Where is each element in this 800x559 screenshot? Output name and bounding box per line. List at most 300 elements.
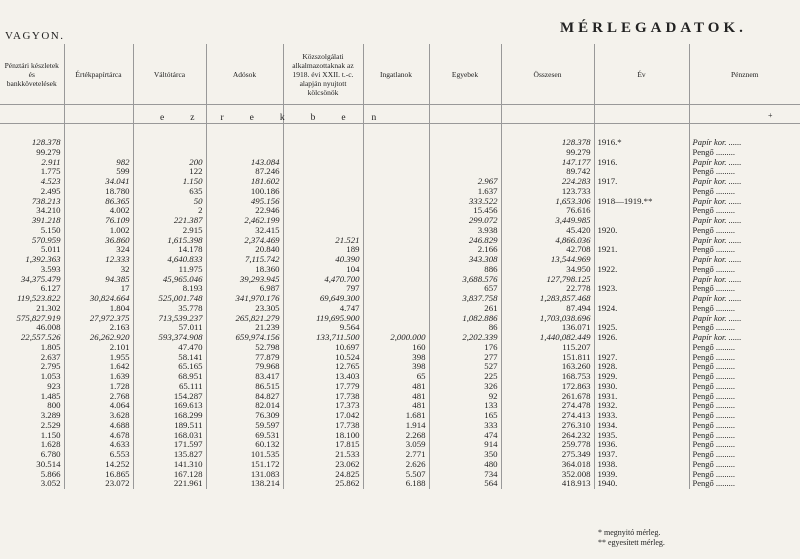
year-cell: 1920.: [594, 226, 689, 236]
realestate-cell: 2.626: [363, 460, 429, 470]
other-cell: 474: [429, 431, 501, 441]
year-cell: 1934.: [594, 421, 689, 431]
cash-cell: 3.289: [40, 411, 61, 420]
realestate-cell: [363, 275, 429, 285]
currency-cell: Pengő .........: [689, 304, 800, 314]
bills-cell: 154.287: [133, 392, 206, 402]
securities-cell: 599: [64, 167, 133, 177]
loans-cell: 17.779: [283, 382, 363, 392]
realestate-cell: 3.059: [363, 440, 429, 450]
cash-cell: 5.150: [40, 225, 61, 235]
loans-cell: [283, 158, 363, 168]
table-row: [0, 216, 800, 226]
year-cell: [594, 236, 689, 246]
bills-cell: 221.387: [133, 216, 206, 226]
table-row: [0, 284, 800, 294]
debtors-cell: 60.132: [206, 440, 283, 450]
currency-cell: Papír kor. ......: [689, 158, 800, 168]
total-cell: 274.478: [501, 401, 594, 411]
total-cell: 76.616: [501, 206, 594, 216]
header-row: [0, 44, 800, 105]
debtors-cell: 86.515: [206, 382, 283, 392]
loans-cell: 9.564: [283, 323, 363, 333]
realestate-cell: [363, 206, 429, 216]
other-cell: 176: [429, 343, 501, 353]
total-cell: 3,449.985: [501, 216, 594, 226]
bills-cell: 47.470: [133, 343, 206, 353]
bills-cell: 68.951: [133, 372, 206, 382]
year-cell: 1917.: [594, 177, 689, 187]
other-cell: 3.938: [429, 226, 501, 236]
year-cell: [594, 167, 689, 177]
realestate-cell: 481: [363, 382, 429, 392]
realestate-cell: [363, 236, 429, 246]
loans-cell: 25.862: [283, 479, 363, 489]
bills-cell: 1,615.398: [133, 236, 206, 246]
bills-cell: 1.150: [133, 177, 206, 187]
currency-cell: Pengő .........: [689, 411, 800, 421]
cash-cell: 1.485: [40, 391, 61, 401]
bills-cell: 65.165: [133, 362, 206, 372]
other-cell: [429, 148, 501, 158]
loans-cell: 21.521: [283, 236, 363, 246]
total-cell: 42.708: [501, 245, 594, 255]
realestate-cell: [363, 138, 429, 148]
table-row: [0, 343, 800, 353]
currency-cell: Pengő .........: [689, 401, 800, 411]
securities-cell: 17: [64, 284, 133, 294]
year-cell: 1923.: [594, 284, 689, 294]
bills-cell: 171.597: [133, 440, 206, 450]
debtors-cell: 20.840: [206, 245, 283, 255]
securities-cell: 1.955: [64, 353, 133, 363]
bills-cell: [133, 148, 206, 158]
cash-cell: 99.279: [36, 147, 61, 157]
table-row: [0, 314, 800, 324]
unit-letter: z: [190, 113, 195, 123]
col-header-debtors: Adósok: [206, 44, 283, 105]
currency-cell: Pengő .........: [689, 343, 800, 353]
debtors-cell: 265,821.279: [206, 314, 283, 324]
other-cell: 333: [429, 421, 501, 431]
currency-cell: Pengő .........: [689, 372, 800, 382]
loans-cell: 69,649.300: [283, 294, 363, 304]
table-row: [0, 304, 800, 314]
total-cell: 276.310: [501, 421, 594, 431]
currency-cell: Papír kor. ......: [689, 333, 800, 343]
realestate-cell: [363, 245, 429, 255]
securities-cell: 4.633: [64, 440, 133, 450]
year-cell: [594, 343, 689, 353]
loans-cell: 189: [283, 245, 363, 255]
table-row: [0, 450, 800, 460]
debtors-cell: 21.239: [206, 323, 283, 333]
securities-cell: [64, 138, 133, 148]
realestate-cell: 398: [363, 362, 429, 372]
cash-cell: 1.628: [40, 440, 61, 450]
other-cell: 15.456: [429, 206, 501, 216]
debtors-cell: [206, 138, 283, 148]
balance-table: [0, 44, 800, 489]
realestate-cell: 1.914: [363, 421, 429, 431]
year-cell: 1918—1919.**: [594, 197, 689, 207]
realestate-cell: 160: [363, 343, 429, 353]
other-cell: 1.637: [429, 187, 501, 197]
loans-cell: [283, 197, 363, 207]
securities-cell: 4.064: [64, 401, 133, 411]
col-header-realestate: Ingatlanok: [363, 44, 429, 105]
year-cell: 1926.: [594, 333, 689, 343]
unit-label: [160, 113, 402, 123]
securities-cell: 3.628: [64, 411, 133, 421]
total-cell: 127,798.125: [501, 275, 594, 285]
other-cell: [429, 167, 501, 177]
loans-cell: [283, 148, 363, 158]
debtors-cell: 131.083: [206, 470, 283, 480]
currency-cell: Pengő .........: [689, 245, 800, 255]
loans-cell: 17.738: [283, 392, 363, 402]
unit-mark: +: [768, 111, 773, 120]
bills-cell: 167.128: [133, 470, 206, 480]
debtors-cell: 2,462.199: [206, 216, 283, 226]
cash-cell: 1.150: [40, 430, 61, 440]
bills-cell: 35.778: [133, 304, 206, 314]
cash-cell: 46.008: [36, 323, 61, 333]
securities-cell: 94.385: [64, 275, 133, 285]
currency-cell: Papír kor. ......: [689, 216, 800, 226]
realestate-cell: [363, 294, 429, 304]
currency-cell: Papír kor. ......: [689, 294, 800, 304]
realestate-cell: 398: [363, 353, 429, 363]
unit-letter: e: [160, 113, 165, 123]
debtors-cell: 83.417: [206, 372, 283, 382]
securities-cell: 27,972.375: [64, 314, 133, 324]
table-row: [0, 382, 800, 392]
year-cell: [594, 187, 689, 197]
realestate-cell: [363, 284, 429, 294]
bills-cell: 2.915: [133, 226, 206, 236]
loans-cell: [283, 138, 363, 148]
year-cell: 1929.: [594, 372, 689, 382]
year-cell: 1940.: [594, 479, 689, 489]
bills-cell: 169.613: [133, 401, 206, 411]
other-cell: 277: [429, 353, 501, 363]
currency-cell: Pengő .........: [689, 450, 800, 460]
debtors-cell: 143.084: [206, 158, 283, 168]
debtors-cell: 79.968: [206, 362, 283, 372]
bills-cell: 50: [133, 197, 206, 207]
debtors-cell: 2,374.469: [206, 236, 283, 246]
debtors-cell: 87.246: [206, 167, 283, 177]
year-cell: [594, 255, 689, 265]
currency-cell: Papír kor. ......: [689, 197, 800, 207]
total-cell: 115.207: [501, 343, 594, 353]
total-cell: 352.008: [501, 470, 594, 480]
securities-cell: 30,824.664: [64, 294, 133, 304]
col-header-bills: Váltótárca: [133, 44, 206, 105]
other-cell: 133: [429, 401, 501, 411]
loans-cell: 12.765: [283, 362, 363, 372]
table-row: [0, 255, 800, 265]
year-cell: [594, 148, 689, 158]
securities-cell: 324: [64, 245, 133, 255]
cash-cell: 1.775: [40, 167, 61, 177]
table-row: [0, 353, 800, 363]
total-cell: 1,653.306: [501, 197, 594, 207]
other-cell: 2.166: [429, 245, 501, 255]
bills-cell: 168.031: [133, 431, 206, 441]
year-cell: [594, 275, 689, 285]
bills-cell: 135.827: [133, 450, 206, 460]
bills-cell: 713,539.237: [133, 314, 206, 324]
realestate-cell: [363, 255, 429, 265]
table-row: [0, 245, 800, 255]
cash-cell: 34.210: [36, 206, 61, 216]
unit-letter: b: [310, 113, 316, 123]
debtors-cell: 100.186: [206, 187, 283, 197]
loans-cell: 13.403: [283, 372, 363, 382]
cash-cell: 4.523: [40, 177, 61, 186]
total-cell: 1,440,082.449: [501, 333, 594, 343]
year-cell: 1936.: [594, 440, 689, 450]
year-cell: 1921.: [594, 245, 689, 255]
total-cell: 89.742: [501, 167, 594, 177]
bills-cell: 8.193: [133, 284, 206, 294]
total-cell: 1,703,038.696: [501, 314, 594, 324]
cash-cell: 6.780: [40, 450, 61, 459]
bills-cell: 11.975: [133, 265, 206, 275]
bills-cell: 200: [133, 158, 206, 168]
table-row: [0, 401, 800, 411]
currency-cell: Pengő .........: [689, 187, 800, 197]
table-body: [0, 124, 800, 490]
currency-cell: Pengő .........: [689, 479, 800, 489]
bills-cell: 168.299: [133, 411, 206, 421]
securities-cell: 36.860: [64, 236, 133, 246]
cash-cell: 2.529: [40, 420, 61, 430]
other-cell: 734: [429, 470, 501, 480]
table-row: [0, 470, 800, 480]
unit-letter: k: [279, 113, 285, 123]
cash-cell: 21.302: [36, 303, 61, 313]
bills-cell: 122: [133, 167, 206, 177]
cash-cell: 2.795: [40, 362, 61, 372]
year-cell: 1922.: [594, 265, 689, 275]
other-cell: 225: [429, 372, 501, 382]
loans-cell: 18.100: [283, 431, 363, 441]
realestate-cell: [363, 197, 429, 207]
cash-cell: 22,557.526: [20, 333, 61, 342]
loans-cell: 21.533: [283, 450, 363, 460]
securities-cell: 16.865: [64, 470, 133, 480]
year-cell: 1932.: [594, 401, 689, 411]
securities-cell: 2.163: [64, 323, 133, 333]
total-cell: 147.177: [501, 158, 594, 168]
currency-cell: Papír kor. ......: [689, 177, 800, 187]
realestate-cell: [363, 265, 429, 275]
debtors-cell: 69.531: [206, 431, 283, 441]
bills-cell: 58.141: [133, 353, 206, 363]
bills-cell: 14.178: [133, 245, 206, 255]
year-cell: 1928.: [594, 362, 689, 372]
unit-letter: e: [341, 113, 346, 123]
other-cell: [429, 138, 501, 148]
table-row: [0, 226, 800, 236]
cash-cell: 5.011: [41, 245, 61, 255]
bills-cell: 593,374.908: [133, 333, 206, 343]
securities-cell: 1.642: [64, 362, 133, 372]
spacer-row: [0, 124, 800, 139]
currency-cell: Pengő .........: [689, 470, 800, 480]
total-cell: 364.018: [501, 460, 594, 470]
debtors-cell: 76.309: [206, 411, 283, 421]
cash-cell: 2.911: [41, 157, 61, 167]
bills-cell: 635: [133, 187, 206, 197]
bills-cell: 2: [133, 206, 206, 216]
year-cell: 1933.: [594, 411, 689, 421]
other-cell: 343.308: [429, 255, 501, 265]
debtors-cell: 39,293.945: [206, 275, 283, 285]
cash-cell: 1.053: [40, 372, 61, 381]
currency-cell: Pengő .........: [689, 323, 800, 333]
other-cell: 657: [429, 284, 501, 294]
table-row: [0, 411, 800, 421]
currency-cell: Papír kor. ......: [689, 138, 800, 148]
debtors-cell: 77.879: [206, 353, 283, 363]
other-cell: 1,082.886: [429, 314, 501, 324]
year-cell: 1924.: [594, 304, 689, 314]
loans-cell: 10.524: [283, 353, 363, 363]
cash-cell: 570.959: [31, 235, 61, 245]
year-cell: [594, 216, 689, 226]
currency-cell: Pengő .........: [689, 226, 800, 236]
realestate-cell: [363, 187, 429, 197]
total-cell: 13,544.969: [501, 255, 594, 265]
bills-cell: 45,965.046: [133, 275, 206, 285]
cash-cell: 3.593: [40, 264, 61, 274]
realestate-cell: 2.771: [363, 450, 429, 460]
total-cell: 123.733: [501, 187, 594, 197]
debtors-cell: 138.214: [206, 479, 283, 489]
other-cell: 480: [429, 460, 501, 470]
year-cell: 1937.: [594, 450, 689, 460]
debtors-cell: 7,115.742: [206, 255, 283, 265]
realestate-cell: [363, 226, 429, 236]
other-cell: 564: [429, 479, 501, 489]
debtors-cell: [206, 148, 283, 158]
realestate-cell: 481: [363, 401, 429, 411]
realestate-cell: 2,000.000: [363, 333, 429, 343]
other-cell: 886: [429, 265, 501, 275]
table-row: [0, 187, 800, 197]
total-cell: 45.420: [501, 226, 594, 236]
securities-cell: 32: [64, 265, 133, 275]
total-cell: 274.413: [501, 411, 594, 421]
securities-cell: 76.109: [64, 216, 133, 226]
total-cell: 22.778: [501, 284, 594, 294]
cash-cell: 391.218: [31, 216, 61, 225]
bills-cell: 4,640.833: [133, 255, 206, 265]
loans-cell: 17.815: [283, 440, 363, 450]
realestate-cell: [363, 158, 429, 168]
footnote: * megnyitó mérleg.: [598, 528, 661, 537]
cash-cell: 2.495: [40, 186, 61, 196]
page-title: MÉRLEGADATOK.: [560, 20, 747, 36]
debtors-cell: 52.798: [206, 343, 283, 353]
table-row: [0, 460, 800, 470]
loans-cell: 4,470.700: [283, 275, 363, 285]
securities-cell: 34.041: [64, 177, 133, 187]
total-cell: 418.913: [501, 479, 594, 489]
total-cell: 261.678: [501, 392, 594, 402]
debtors-cell: 6.987: [206, 284, 283, 294]
table-row: [0, 440, 800, 450]
total-cell: 128.378: [501, 138, 594, 148]
loans-cell: 40.390: [283, 255, 363, 265]
other-cell: [429, 158, 501, 168]
cash-cell: 30.514: [36, 459, 61, 469]
debtors-cell: 32.415: [206, 226, 283, 236]
table-row: [0, 197, 800, 207]
col-header-securities: Értékpapírtárca: [64, 44, 133, 105]
other-cell: 3,688.576: [429, 275, 501, 285]
other-cell: 86: [429, 323, 501, 333]
table-row: [0, 362, 800, 372]
debtors-cell: 181.602: [206, 177, 283, 187]
unit-letter: r: [220, 113, 224, 123]
table-row: [0, 333, 800, 343]
total-cell: 168.753: [501, 372, 594, 382]
year-cell: 1939.: [594, 470, 689, 480]
total-cell: 87.494: [501, 304, 594, 314]
loans-cell: 17.042: [283, 411, 363, 421]
securities-cell: 1.728: [64, 382, 133, 392]
securities-cell: 26,262.920: [64, 333, 133, 343]
currency-cell: Papír kor. ......: [689, 275, 800, 285]
debtors-cell: 659,974.156: [206, 333, 283, 343]
loans-cell: 119,695.900: [283, 314, 363, 324]
total-cell: 99.279: [501, 148, 594, 158]
debtors-cell: 84.827: [206, 392, 283, 402]
currency-cell: Pengő .........: [689, 362, 800, 372]
loans-cell: 4.747: [283, 304, 363, 314]
cash-cell: 1.805: [40, 342, 61, 352]
currency-cell: Pengő .........: [689, 148, 800, 158]
cash-cell: 2.637: [40, 352, 61, 362]
year-cell: [594, 314, 689, 324]
footnote: ** egyesített mérleg.: [598, 538, 665, 547]
realestate-cell: [363, 314, 429, 324]
securities-cell: 86.365: [64, 197, 133, 207]
securities-cell: 982: [64, 158, 133, 168]
total-cell: 224.283: [501, 177, 594, 187]
other-cell: 2,202.339: [429, 333, 501, 343]
debtors-cell: 341,970.176: [206, 294, 283, 304]
col-header-loans: Közszolgálati alkalmazottaknak az 1918. évi XXII. t.-c. alapján nyujtott kölcsönök: [283, 44, 363, 105]
other-cell: 326: [429, 382, 501, 392]
realestate-cell: [363, 148, 429, 158]
table-row: [0, 294, 800, 304]
loans-cell: 797: [283, 284, 363, 294]
total-cell: 151.811: [501, 353, 594, 363]
realestate-cell: [363, 167, 429, 177]
securities-cell: 1.804: [64, 304, 133, 314]
total-cell: 172.863: [501, 382, 594, 392]
debtors-cell: 151.172: [206, 460, 283, 470]
currency-cell: Pengő .........: [689, 284, 800, 294]
securities-cell: 4.688: [64, 421, 133, 431]
year-cell: 1916.: [594, 158, 689, 168]
